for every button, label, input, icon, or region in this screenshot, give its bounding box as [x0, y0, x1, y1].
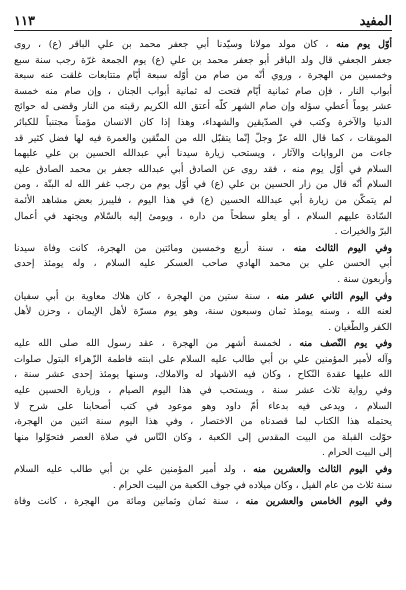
section-heading: وفي اليوم الثالث والعشرين منه: [253, 464, 392, 476]
text-line: [14, 146, 392, 162]
line-text: أبواب النار ، فإن صام ثمانية أيّام فتحت له ثمانية أبواب الجنان ، وإن صام منه خمسة: [14, 85, 392, 97]
text-line: [14, 131, 392, 147]
book-title: المفيد: [359, 14, 392, 29]
line-text: الله عليها عقدة النّكاح ، وكان فيه الاشهاد له والاملاك، وسنها يومئذ إحدى عشر سنة ،: [14, 369, 392, 381]
text-line: [14, 209, 392, 225]
text-line: [14, 177, 392, 193]
line-text: وخمسين من الهجرة ، وروي أنّه من صام من أوّله سبعة أيّام متتابعات غلقت عنه سبعة: [14, 70, 392, 82]
line-text: ، لخمسة أشهر من الهجرة ، عقد رسول الله صلى الله عليه: [14, 338, 300, 350]
line-text: ، ولد أمير المؤمنين علي بن أبي طالب عليه السلام: [14, 464, 254, 476]
text-line: [14, 336, 392, 352]
line-text: ، سنة أربع وخمسين ومائتين من الهجرة، كانت وفاة سيدنا: [14, 242, 294, 254]
text-line: [14, 193, 392, 209]
page-number: ١١٣: [14, 14, 35, 29]
line-text: لم يتمكّن من زيارة أبي عبدالله الحسين (ع) في هذا اليوم ، فليبرز بعض مشاهد الأئمة: [14, 194, 392, 206]
line-text: جعفر الجعفي قال ولد الباقر أبو جعفر محمد بن علي (ع) يوم الجمعة غرّة رجب سنة سبع: [14, 54, 392, 66]
page-header: [14, 8, 392, 31]
line-text: عشر يوماً أعطي سؤله وإن صام الشهر كلّه أعتق الله الكريم رقبته من النار وقضى له حوائج: [14, 101, 392, 113]
line-text: السلام في أوّل يوم منه ، فقد روى عن الصادق أبي عبدالله جعفر بن محمد الصادق عليه: [14, 163, 392, 175]
paragraph: [14, 462, 392, 493]
text-line: [14, 241, 392, 257]
text-line: [14, 99, 392, 115]
text-line: [14, 399, 392, 415]
text-line: [14, 414, 392, 430]
line-text: البرّ والخيرات .: [334, 226, 392, 238]
line-text: الكفر والطّغيان .: [328, 321, 392, 333]
line-text: السلام أنّه قال من زار الحسين بن علي (ع) في أوّل يوم من رجب غفر الله له البتّة ، ومن: [14, 179, 392, 191]
text-line: [14, 84, 392, 100]
text-line: [14, 462, 392, 478]
section-heading: وفي اليوم الثالث منه: [293, 242, 392, 254]
line-text: السلام ، ويدعى فيه بدعاء أمّ داود وهو موعود في كتب أصحابنا على شرح لا: [14, 400, 392, 412]
line-text: وأربعون سنة .: [337, 273, 392, 285]
paragraph: [14, 289, 392, 336]
line-text: ، كان مولد مولانا وسيّدنا أبي جعفر محمد بن علي الباقر (ع) ، روى: [14, 39, 337, 50]
text-line: [14, 304, 392, 320]
text-line: [14, 445, 392, 461]
text-line: [14, 289, 392, 305]
text-line: [14, 383, 392, 399]
text-line: [14, 478, 392, 494]
line-text: لعنه الله ، وسنه يومئذ ثمان وسبعون سنة، وهو يوم مسرّة لأهل الإيمان ، وحزن لأهل: [14, 306, 392, 318]
text-line: [14, 494, 392, 510]
line-text: جاءت من الروايات والآثار ، ويستحب زيارة سيدنا أبي عبدالله الحسين بن علي عليهما: [14, 148, 392, 160]
paragraph: [14, 336, 392, 461]
line-text: ، سنة ستين من الهجرة ، كان هلاك معاوية بن أبي سفيان: [14, 290, 277, 302]
text-line: [14, 320, 392, 336]
section-heading: وفي يوم النّصف منه: [299, 338, 392, 350]
line-text: الموبقات ، كما قال الله عزّ وجلّ إنّما يتقبّل الله من المتّقين والعمرة فيه لها فضل كثير قد: [14, 132, 392, 144]
line-text: إلى البيت الحرام .: [321, 447, 392, 459]
text-line: [14, 53, 392, 69]
line-text: الدنيا والآخرة وكتب في الصدّيقين والشهداء، وهذا إذا كان الانسان مؤمناً مجتنباً للكبائر: [14, 116, 392, 128]
line-text: السّادة عليهم السلام ، أو يعلو سطحاً من داره ، ويومئ إليه بالسّلام ويجتهد في أعمال: [14, 210, 392, 222]
paragraph: [14, 37, 392, 240]
paragraph: [14, 494, 392, 510]
text-line: [14, 272, 392, 288]
section-heading: أوّل يوم منه: [336, 39, 392, 50]
text-line: [14, 367, 392, 383]
text-line: [14, 224, 392, 240]
text-line: [14, 68, 392, 84]
text-line: [14, 162, 392, 178]
line-text: وفي رواية ثلاث عشر سنة ، ويستحب في هذا اليوم الصيام ، وزيارة الحسين عليه: [14, 385, 392, 397]
line-text: سنة ثلاث من عام الفيل ، وكان ميلاده في جوف الكعبة من البيت الحرام .: [112, 479, 392, 491]
paragraph: [14, 241, 392, 288]
body-text: [14, 37, 392, 510]
line-text: يحتمله هذا الكتاب لما قصدناه من الاختصار ، وفي هذا اليوم سنة اثنين من الهجرة،: [14, 416, 392, 428]
text-line: [14, 256, 392, 272]
section-heading: وفي اليوم الخامس والعشرين منه: [245, 496, 392, 508]
text-line: [14, 352, 392, 368]
line-text: وآله لأمير المؤمنين علي بن أبي طالب عليه السلام على ابنته فاطمة الزّهراء البتول صلوات: [14, 353, 392, 365]
line-text: أبي الحسن علي بن محمد الهادي صاحب العسكر عليه السلام ، وله يومئذ إحدى: [14, 258, 392, 270]
line-text: ، سنة ثمان وثمانين ومائة من الهجرة ، كانت وفاة: [14, 496, 246, 508]
text-line: [14, 37, 392, 53]
section-heading: وفي اليوم الثاني عشر منه: [276, 290, 392, 302]
line-text: حوّلت القبلة من البيت المقدس إلى الكعبة ، وكان النّاس في صلاة العصر فتحوّلوا منها: [14, 431, 392, 443]
text-line: [14, 115, 392, 131]
text-line: [14, 430, 392, 446]
